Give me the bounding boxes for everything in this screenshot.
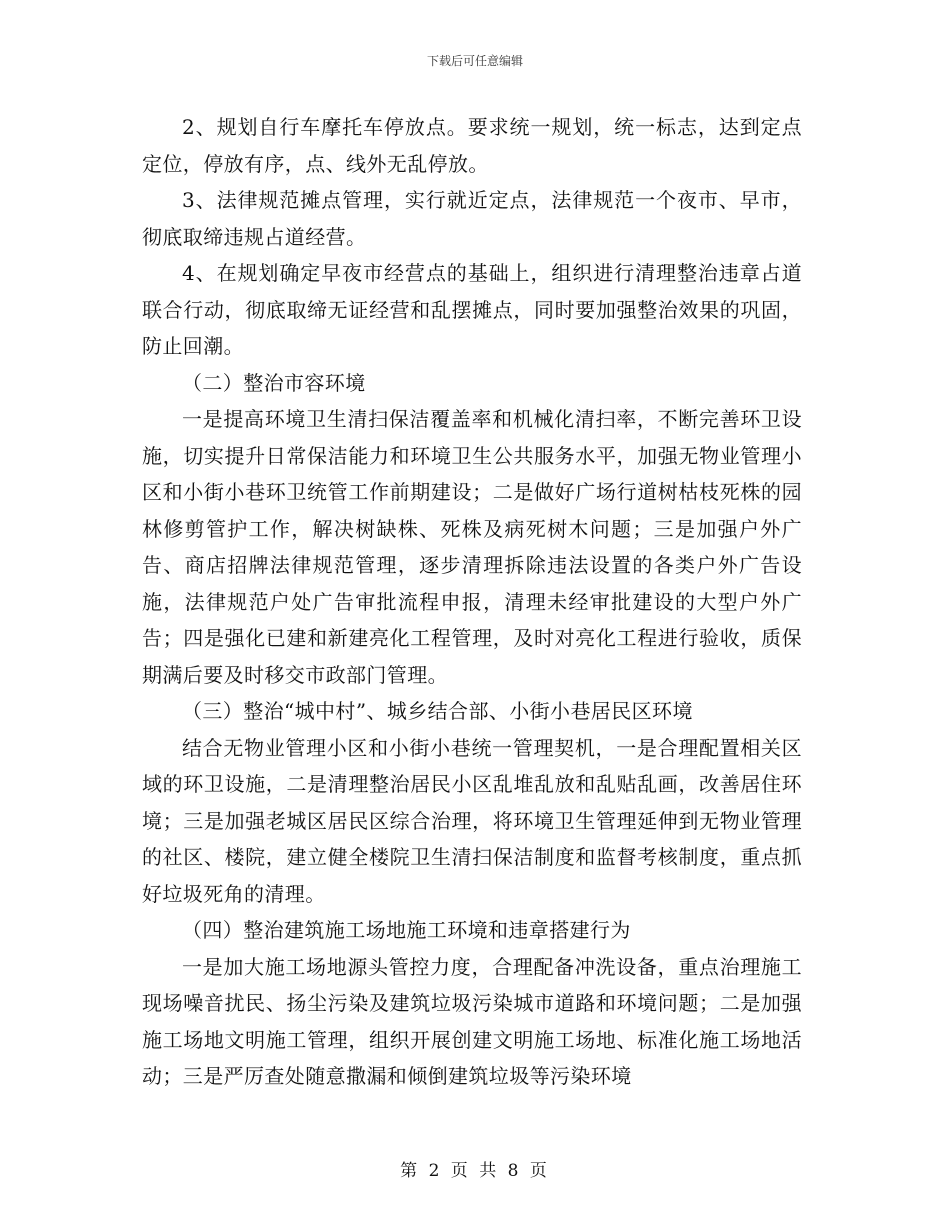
document-body — [142, 109, 802, 1095]
paragraph-city-appearance: 一是提高环境卫生清扫保洁覆盖率和机械化清扫率，不断完善环卫设施，切实提升日常保洁能力和环境卫生公共服务水平，加强无物业管理小区和小街小巷环卫统管工作前期建设；二是做好广场行道树枯枝死株的园林修剪管护工作，解决树缺株、死株及病死树木问题；三是加强户外广告、商店招牌法律规范管理，逐步清理拆除违法设置的各类户外广告设施，法律规范户处广告审批流程申报，清理未经审批建设的大型户外广告；四是强化已建和新建亮化工程管理，及时对亮化工程进行验收，质保期满后要及时移交市政部门管理。 — [142, 407, 802, 687]
paragraph-construction-sites: 一是加大施工场地源头管控力度，合理配备冲洗设备，重点治理施工现场噪音扰民、扬尘污染及建筑垃圾污染城市道路和环境问题；二是加强施工场地文明施工管理，组织开展创建文明施工场地、标准化施工场地活动；三是严厉查处随意撒漏和倾倒建筑垃圾等污染环境 — [142, 954, 802, 1088]
page-header: 下载后可任意编辑 — [426, 54, 523, 68]
section-heading-4: （四）整治建筑施工场地施工环境和违章搭建行为 — [182, 918, 631, 942]
paragraph-stall-management: 3、法律规范摊点管理，实行就近定点，法律规范一个夜市、早市，彻底取缔违规占道经营。 — [142, 188, 802, 249]
section-heading-3: （三）整治“城中村”、城乡结合部、小街小巷居民区环境 — [182, 699, 693, 723]
paragraph-joint-action: 4、在规划确定早夜市经营点的基础上，组织进行清理整治违章占道联合行动，彻底取缔无证经营和乱摆摊点，同时要加强整治效果的巩固，防止回潮。 — [142, 261, 802, 358]
section-heading-2: （二）整治市容环境 — [182, 370, 366, 395]
paragraph-residential-areas: 结合无物业管理小区和小街小巷统一管理契机，一是合理配置相关区域的环卫设施，二是清理整治居民小区乱堆乱放和乱贴乱画，改善居住环境；三是加强老城区居民区综合治理，将环境卫生管理延伸到无物业管理的社区、楼院，建立健全楼院卫生清扫保洁制度和监督考核制度，重点抓好垃圾死角的清理。 — [142, 735, 802, 906]
page-number-footer: 第 2 页 共 8 页 — [400, 1161, 550, 1181]
paragraph-bicycle-parking: 2、规划自行车摩托车停放点。要求统一规划，统一标志，达到定点定位，停放有序，点、线外无乱停放。 — [142, 115, 802, 176]
